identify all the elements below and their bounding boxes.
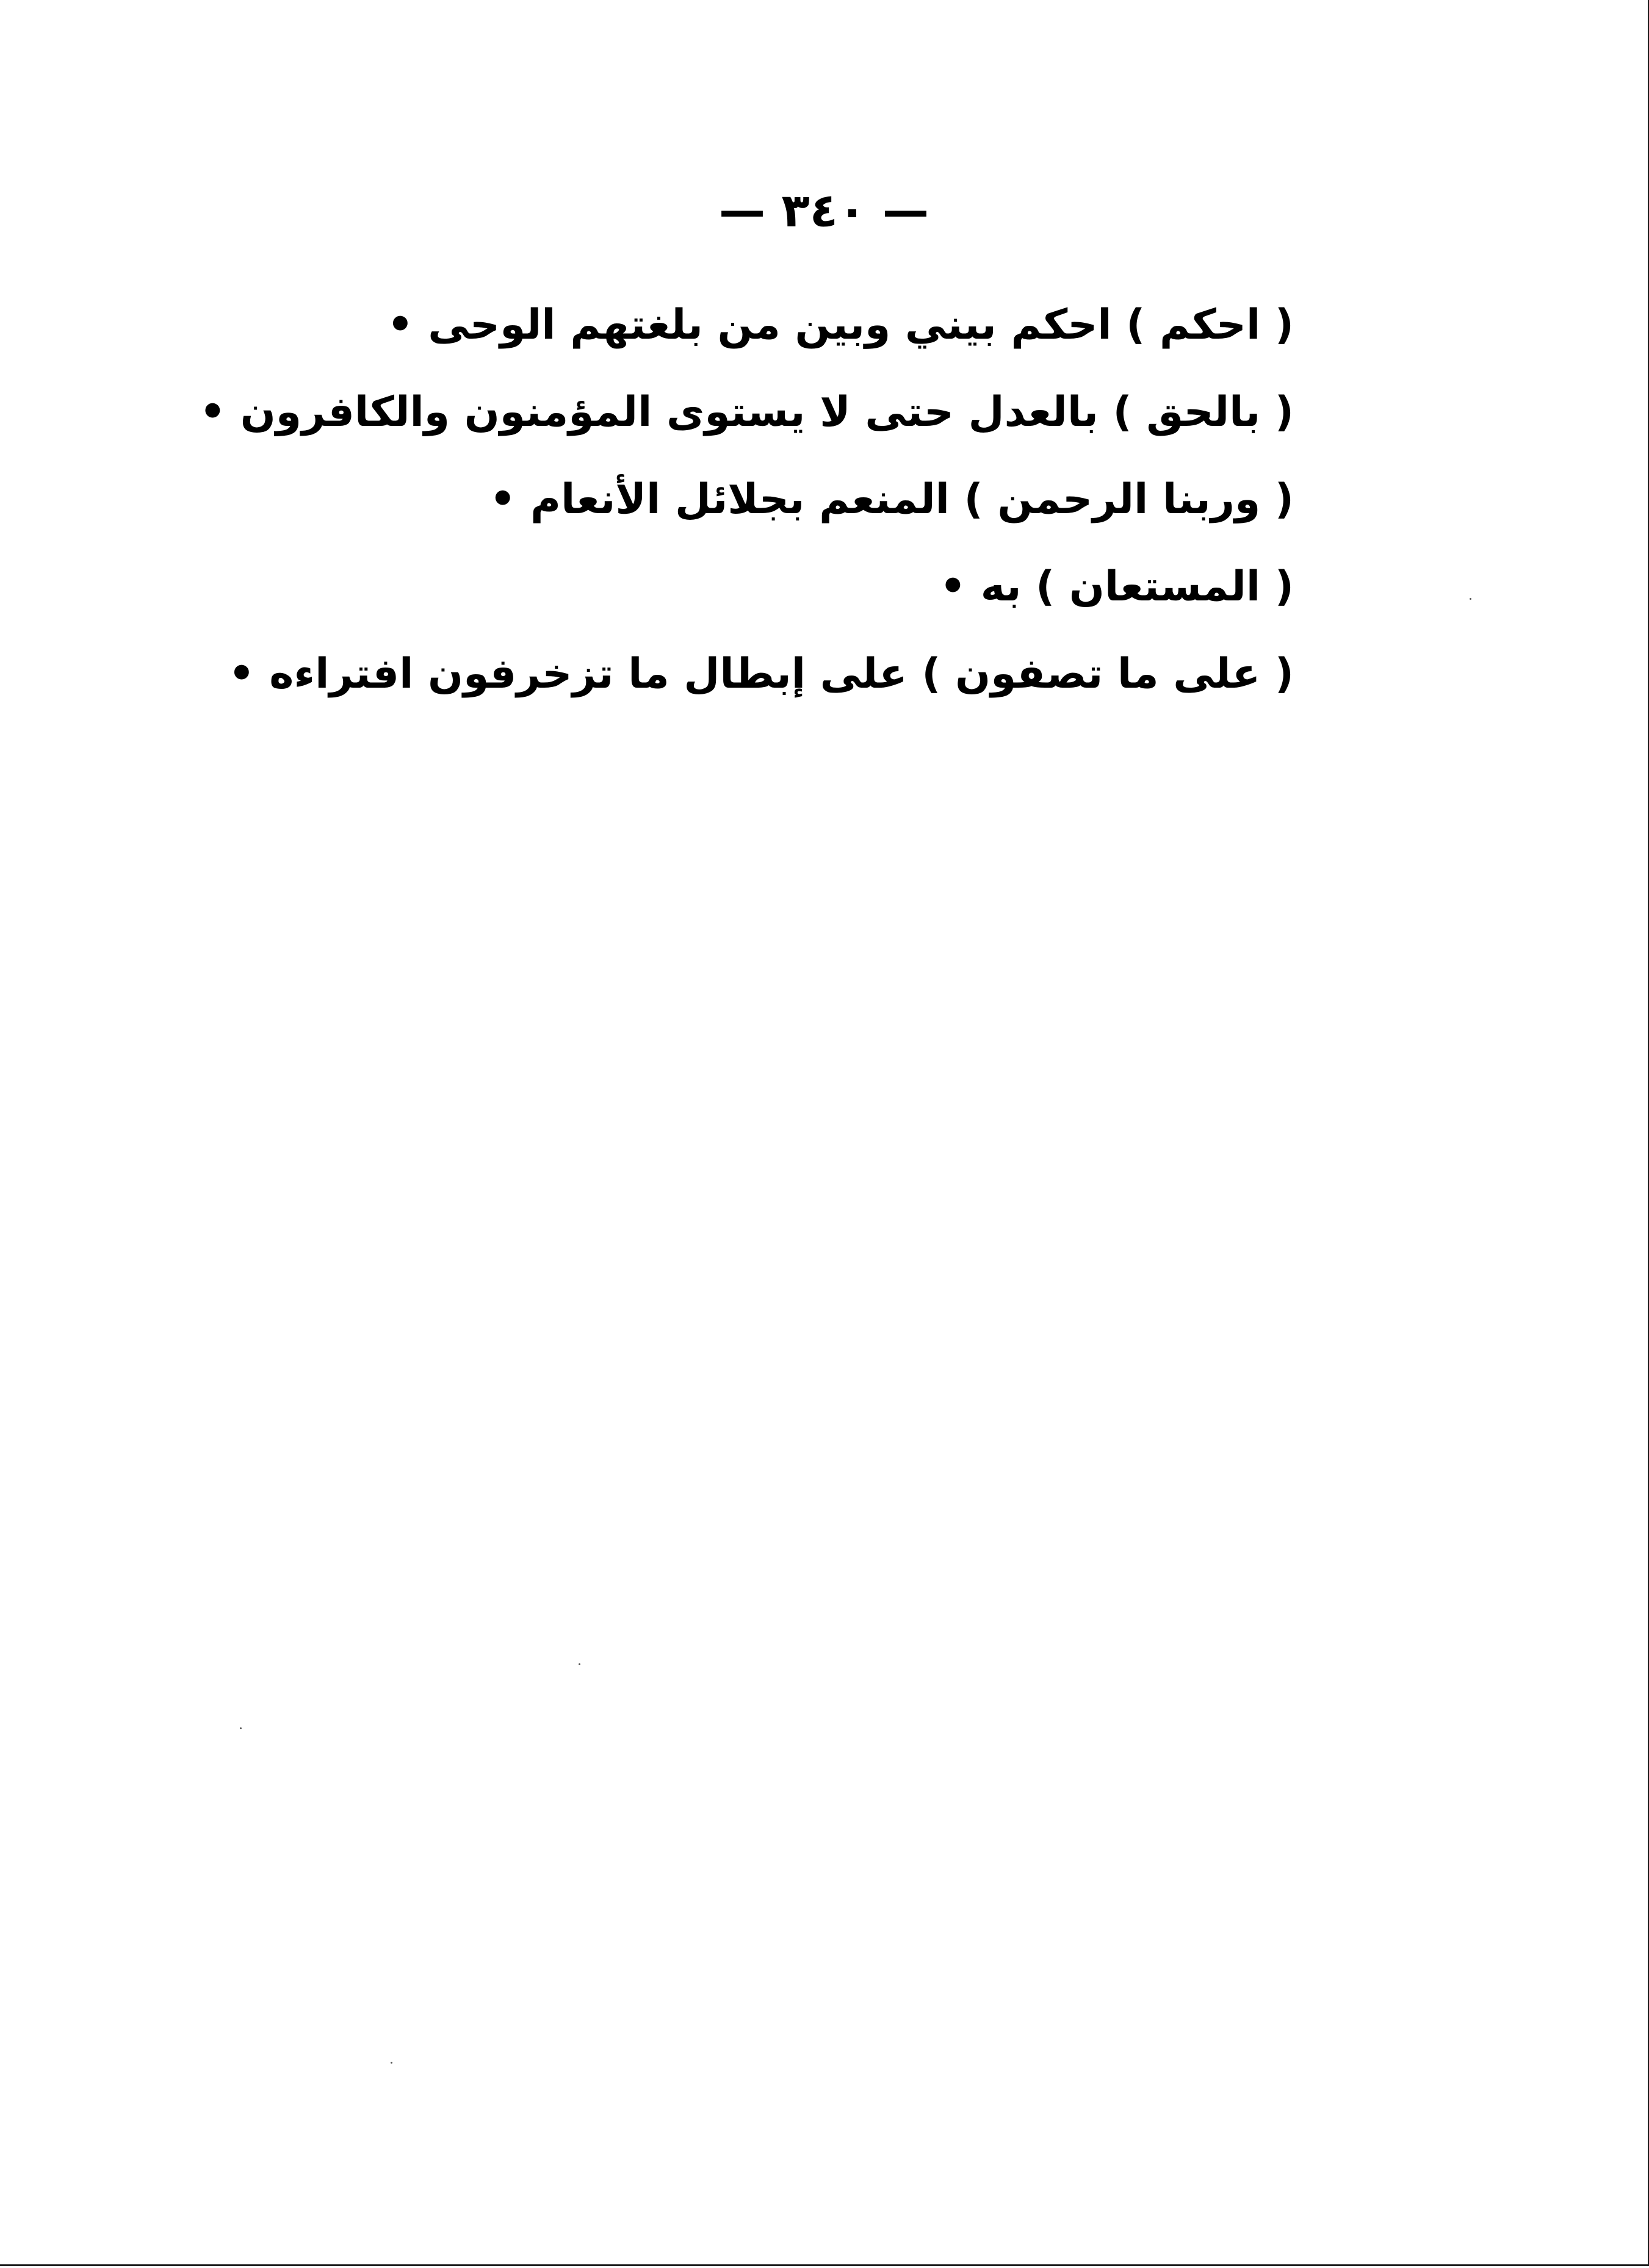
text-line: ( وربنا الرحمن ) المنعم بجلائل الأنعام • [489,475,1294,524]
text-line: ( بالحق ) بالعدل حتى لا يستوى المؤمنون والكافرون • [199,388,1294,436]
scan-speck [579,1663,580,1665]
scan-speck [240,1727,242,1729]
text-body [199,292,1294,728]
scan-speck [1470,598,1471,600]
text-line: ( على ما تصفون ) على إبطال ما تزخرفون افتراءه • [228,650,1294,698]
text-line: ( احكم ) احكم بيني وبين من بلغتهم الوحى • [387,301,1294,349]
scan-speck [391,2062,392,2064]
text-line: ( المستعان ) به • [939,563,1294,611]
page-number: — ٣٤٠ — [718,183,929,237]
